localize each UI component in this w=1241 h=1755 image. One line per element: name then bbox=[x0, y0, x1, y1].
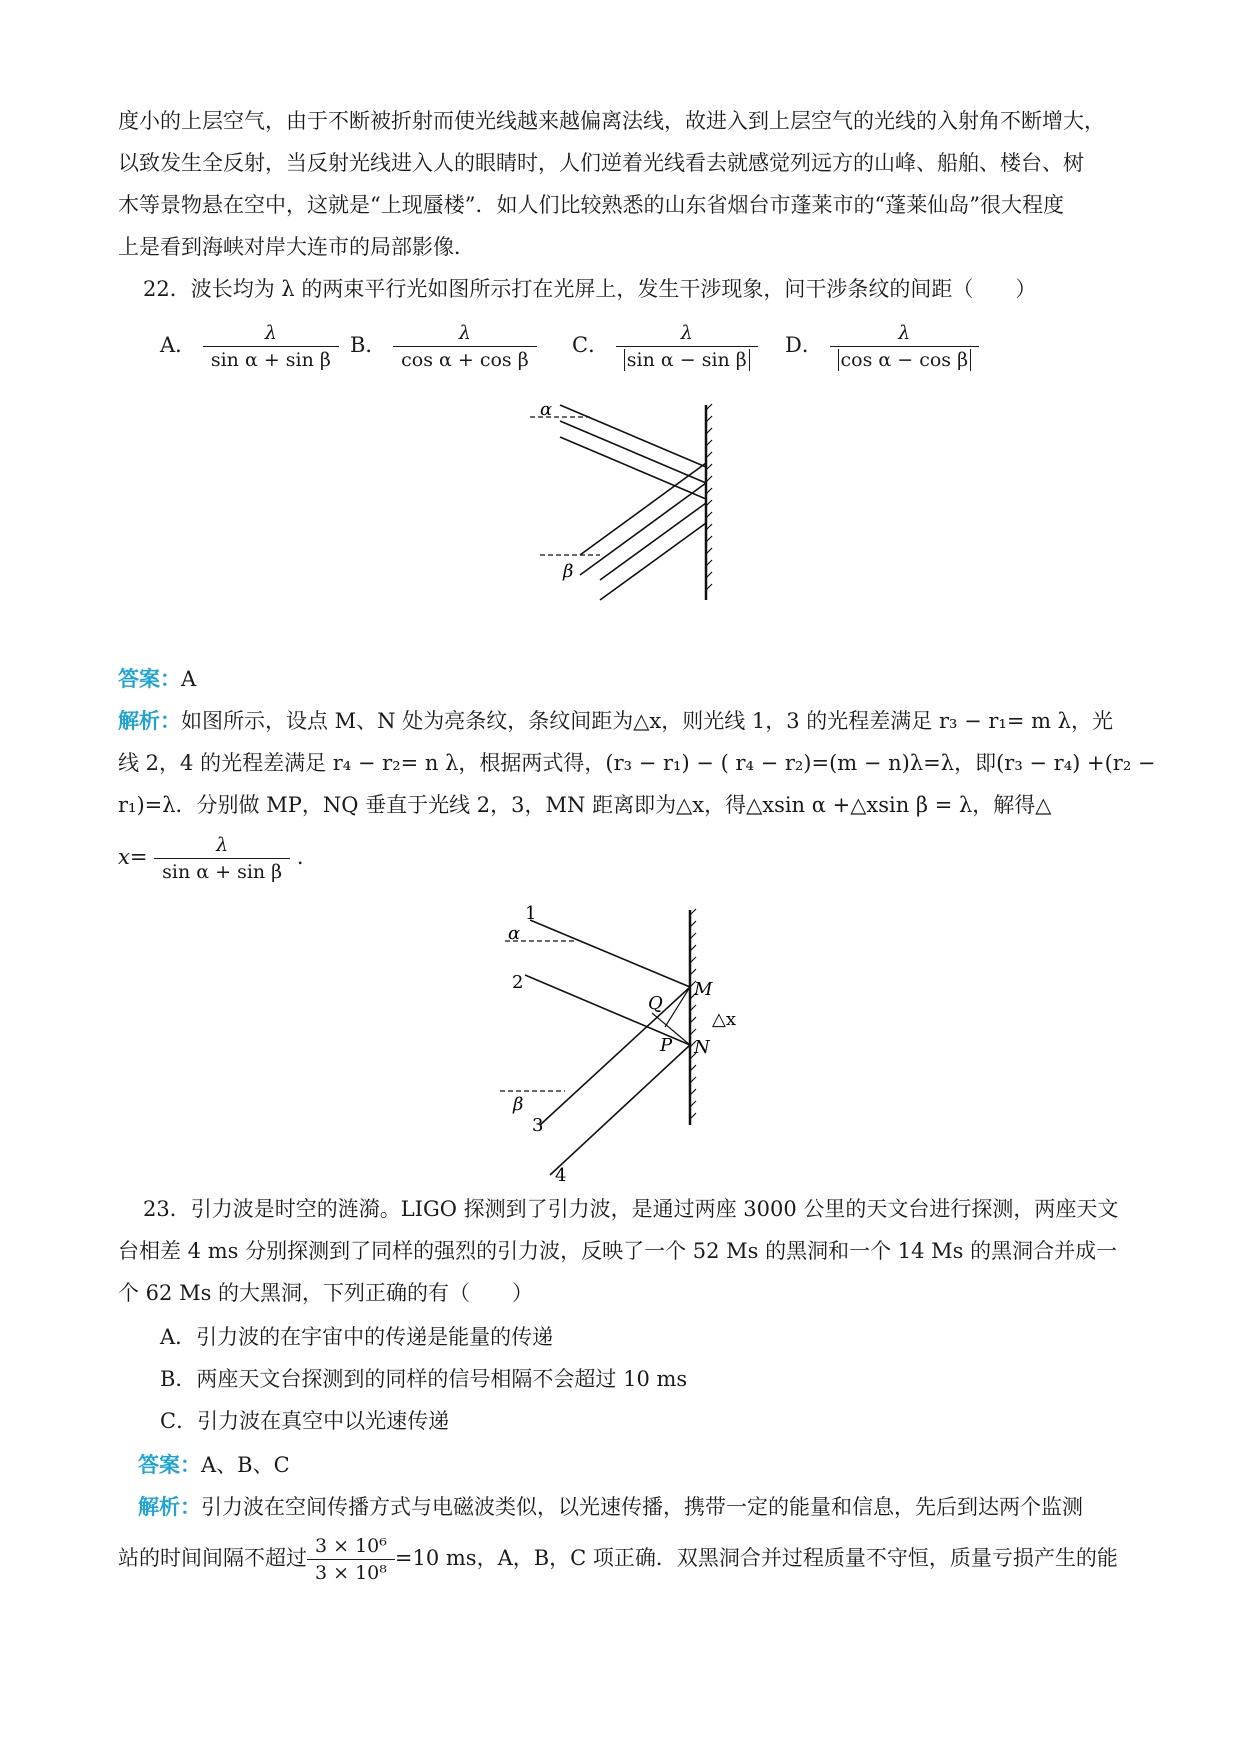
ray-4-label: 4 bbox=[555, 1165, 567, 1185]
option-b bbox=[350, 320, 537, 373]
intro-line: 度小的上层空气，由于不断被折射而使光线越来越偏离法线，故进入到上层空气的光线的入射角不断增大， bbox=[118, 109, 1105, 133]
question-stem: 22．波长均为 λ 的两束平行光如图所示打在光屏上，发生干涉现象，问干涉条纹的间距（ ） bbox=[143, 277, 1037, 301]
fraction-numerator: λ bbox=[216, 834, 229, 856]
ray-3-label: 3 bbox=[532, 1115, 544, 1136]
alpha-label: α bbox=[540, 399, 553, 420]
analysis-text: 如图所示，设点 M、N 处为亮条纹，条纹间距为△x，则光线 1，3 的光程差满足 r₃ − r₁= m λ，光 bbox=[181, 709, 1113, 733]
analysis-22 bbox=[118, 700, 1156, 826]
incident-rays-lower bbox=[580, 463, 706, 600]
fraction-numerator: λ bbox=[898, 322, 911, 344]
fraction-denominator bbox=[616, 346, 758, 373]
point-n-label: N bbox=[694, 1037, 710, 1058]
question-stem: 台相差 4 ms 分别探测到了同样的强烈的引力波，反映了一个 52 Ms 的黑洞和一个 14 Ms 的黑洞合并成一 bbox=[118, 1239, 1118, 1263]
answer-23 bbox=[138, 1444, 1143, 1486]
option-c bbox=[572, 320, 758, 373]
ray-3 bbox=[540, 987, 690, 1125]
option-c: C．引力波在真空中以光速传递 bbox=[160, 1409, 450, 1433]
analysis-23 bbox=[138, 1486, 1123, 1528]
absolute-value: sin α − sin β bbox=[624, 349, 750, 371]
analysis-text: 引力波在空间传播方式与电磁波类似，以光速传播，携带一定的能量和信息，先后到达两个监测 bbox=[201, 1495, 1083, 1519]
fraction bbox=[830, 320, 980, 373]
point-q-label: Q bbox=[648, 993, 663, 1014]
fraction-denominator: 3 × 10⁸ bbox=[307, 1559, 395, 1586]
answer-22 bbox=[118, 658, 1123, 700]
intro-line: 木等景物悬在空中，这就是“上现蜃楼”．如人们比较熟悉的山东省烟台市蓬莱市的“蓬莱仙岛”很大程度 bbox=[118, 193, 1064, 217]
option-letter: B． bbox=[350, 333, 387, 357]
answer-label: 答案： bbox=[118, 666, 181, 691]
fraction-denominator: sin α + sin β bbox=[154, 858, 290, 885]
analysis-label: 解析： bbox=[138, 1494, 201, 1519]
ray-2-label: 2 bbox=[512, 972, 524, 993]
analysis-text: r₁)=λ．分别做 MP，NQ 垂直于光线 2，3，MN 距离即为△x，得△xsin α +△xsin β = λ，解得△ bbox=[118, 793, 1052, 817]
fraction-numerator: λ bbox=[680, 322, 693, 344]
option-a: A．引力波的在宇宙中的传递是能量的传递 bbox=[160, 1325, 554, 1349]
analysis-text: 站的时间间隔不超过 bbox=[118, 1546, 307, 1570]
question-22-stem bbox=[143, 268, 1148, 310]
fraction-numerator: λ bbox=[264, 322, 277, 344]
intro-line: 以致发生全反射，当反射光线进入人的眼睛时，人们逆着光线看去就感觉列远方的山峰、船舶、楼台、树 bbox=[118, 151, 1084, 175]
fraction-denominator: sin α + sin β bbox=[203, 346, 339, 373]
ray-1 bbox=[530, 920, 690, 987]
intro-line: 上是看到海峡对岸大连市的局部影像． bbox=[118, 235, 475, 259]
analysis-label: 解析： bbox=[118, 708, 181, 733]
answer-label: 答案： bbox=[138, 1452, 201, 1477]
point-m-label: M bbox=[694, 979, 713, 1000]
fraction bbox=[203, 320, 339, 373]
question-23-options bbox=[160, 1316, 1165, 1442]
answer-value: A、B、C bbox=[201, 1453, 290, 1477]
fraction-denominator bbox=[830, 346, 980, 373]
result-prefix: x= bbox=[118, 845, 148, 869]
figure-interference-1 bbox=[500, 395, 740, 645]
result-suffix: . bbox=[296, 845, 304, 869]
fraction bbox=[393, 320, 537, 373]
intro-paragraph bbox=[118, 100, 1123, 268]
ray-1-label: 1 bbox=[525, 903, 537, 924]
option-b: B．两座天文台探测到的同样的信号相隔不会超过 10 ms bbox=[160, 1367, 688, 1391]
option-letter: C． bbox=[572, 333, 610, 357]
fraction bbox=[307, 1533, 395, 1586]
analysis-22-result bbox=[118, 832, 304, 885]
beta-label: β bbox=[563, 561, 574, 582]
option-a bbox=[160, 320, 339, 373]
option-letter: A． bbox=[160, 333, 197, 357]
analysis-text: =10 ms，A，B，C 项正确．双黑洞合并过程质量不守恒，质量亏损产生的能 bbox=[394, 1546, 1118, 1570]
fraction bbox=[154, 832, 290, 885]
analysis-23-line2 bbox=[118, 1533, 1118, 1586]
fraction bbox=[616, 320, 758, 373]
absolute-value: cos α − cos β bbox=[838, 349, 972, 371]
answer-value: A bbox=[181, 667, 197, 691]
question-23-stem bbox=[118, 1188, 1123, 1314]
analysis-text: 线 2，4 的光程差满足 r₄ − r₂= n λ，根据两式得，(r₃ − r₁) − ( r₄ − r₂)=(m − n)λ=λ，即(r₃ − r₄) +(r₂ − bbox=[118, 751, 1156, 775]
fraction-numerator: λ bbox=[458, 322, 471, 344]
incident-rays-upper bbox=[560, 405, 706, 499]
ray-4 bbox=[550, 1045, 690, 1175]
point-p-label: P bbox=[660, 1035, 673, 1056]
question-stem: 23．引力波是时空的涟漪。LIGO 探测到了引力波，是通过两座 3000 公里的天文台进行探测，两座天文 bbox=[143, 1197, 1119, 1221]
option-letter: D． bbox=[785, 333, 823, 357]
question-stem: 个 62 Ms 的大黑洞，下列正确的有（ ） bbox=[118, 1281, 534, 1305]
option-d bbox=[785, 320, 979, 373]
delta-x-label: △x bbox=[712, 1009, 736, 1030]
alpha-label: α bbox=[508, 923, 521, 944]
fraction-numerator: 3 × 10⁶ bbox=[315, 1535, 387, 1557]
fraction-denominator: cos α + cos β bbox=[393, 346, 537, 373]
beta-label: β bbox=[513, 1094, 524, 1115]
figure-interference-2 bbox=[480, 895, 760, 1185]
